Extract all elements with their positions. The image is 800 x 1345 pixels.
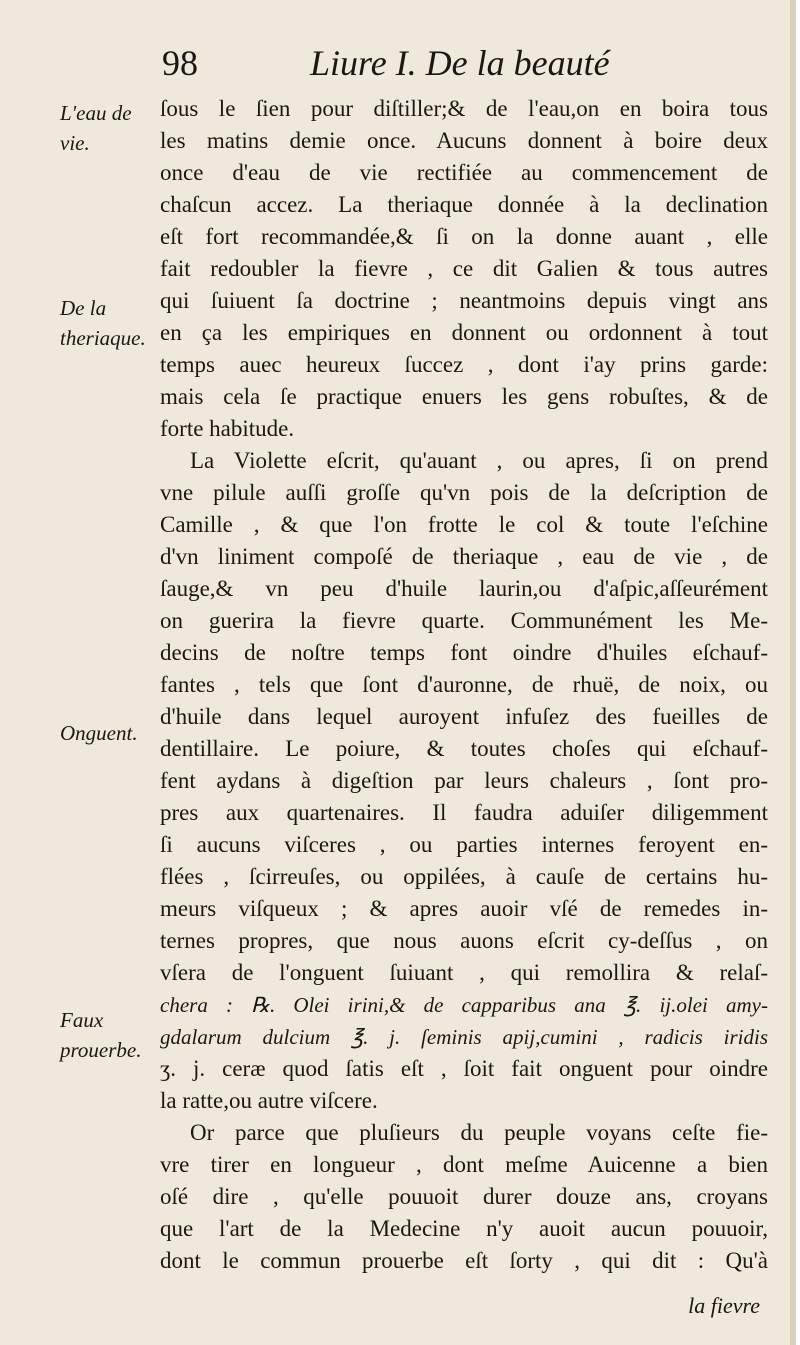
text-line: mais cela ſe practique enuers les gens robuſtes, & de: [160, 384, 768, 409]
text-line: once d'eau de vie rectifiée au commencement de: [160, 160, 768, 185]
text-line: la ratte,ou autre viſcere.: [160, 1088, 378, 1113]
text-line: que l'art de la Medecine n'y auoit aucun pouuoir,: [160, 1216, 768, 1241]
text-line: decins de noſtre temps font oindre d'huiles eſchauf-: [160, 640, 768, 665]
text-line: meurs viſqueux ; & apres auoir vſé de remedes in-: [160, 896, 768, 921]
text-line: les matins demie once. Aucuns donnent à boire deux: [160, 128, 768, 153]
text-line: flées , ſcirreuſes, ou oppilées, à cauſe de certains hu-: [160, 864, 768, 889]
text-line: temps auec heureux ſuccez , dont i'ay prins garde:: [160, 352, 768, 377]
margin-note-theriaque: De la theriaque.: [60, 296, 146, 350]
text-line: dentillaire. Le poiure, & toutes choſes qui eſchauf-: [160, 736, 768, 761]
text-line: d'vn liniment compoſé de theriaque , eau de vie , de: [160, 544, 768, 569]
text-line: vſera de l'onguent ſuiuant , qui remollira & relaſ-: [160, 960, 768, 985]
text-line: on guerira la fievre quarte. Communément les Me-: [160, 608, 768, 633]
text-line: fent aydans à digeſtion par leurs chaleurs , ſont pro-: [160, 768, 768, 793]
text-line: eſt fort recommandée,& ſi on la donne auant , elle: [160, 224, 768, 249]
text-line: fait redoubler la fievre , ce dit Galien & tous autres: [160, 256, 768, 281]
body-text: [160, 93, 768, 1277]
text-line: chera : ℞. Olei irini,& de capparibus ana ℥. ij.olei amy-: [160, 993, 768, 1017]
text-line: forte habitude.: [160, 416, 295, 441]
text-line: fantes , tels que ſont d'auronne, de rhuë, de noix, ou: [160, 672, 768, 697]
text-line: qui ſuiuent ſa doctrine ; neantmoins depuis vingt ans: [160, 288, 768, 313]
text-line: en ça les empiriques en donnent ou ordonnent à tout: [160, 320, 768, 345]
text-line: La Violette eſcrit, qu'auant , ou apres, ſi on prend: [190, 448, 768, 473]
text-line: dont le commun prouerbe eſt ſorty , qui dit : Qu'à: [160, 1248, 768, 1273]
text-line: gdalarum dulcium ℥. j. ſeminis apij,cumini , radicis iridis: [160, 1025, 768, 1049]
margin-note-faux-prouerbe: Faux prouerbe.: [60, 1008, 142, 1062]
text-line: ſous le ſien pour diſtiller;& de l'eau,on en boira tous: [160, 96, 768, 121]
text-line: pres aux quartenaires. Il faudra aduiſer diligemment: [160, 800, 768, 825]
text-line: Camille , & que l'on frotte le col & toute l'eſchine: [160, 512, 768, 537]
running-title: Liure I. De la beauté: [310, 43, 610, 83]
text-line: ternes propres, que nous auons eſcrit cy-deſſus , on: [160, 928, 768, 953]
page-header: [0, 42, 790, 92]
text-line: ſi aucuns viſceres , ou parties internes feroyent en-: [160, 832, 768, 857]
text-line: vre tirer en longueur , dont meſme Auicenne a bien: [160, 1152, 768, 1177]
text-line: Or parce que pluſieurs du peuple voyans ceſte fie-: [190, 1120, 768, 1145]
catchword: la fievre: [688, 1293, 760, 1318]
text-line: chaſcun accez. La theriaque donnée à la declination: [160, 192, 768, 217]
text-line: ſauge,& vn peu d'huile laurin,ou d'aſpic,aſſeurément: [160, 576, 768, 601]
margin-note-eau-de-vie: L'eau de vie.: [60, 101, 132, 155]
text-line: oſé dire , qu'elle pouuoit durer douze ans, croyans: [160, 1184, 768, 1209]
page-number: 98: [162, 43, 198, 83]
text-line: vne pilule auſſi groſſe qu'vn pois de la deſcription de: [160, 480, 768, 505]
text-line: ʒ. j. ceræ quod ſatis eſt , ſoit fait onguent pour oindre: [160, 1056, 768, 1081]
text-line: d'huile dans lequel auroyent infuſez des fueilles de: [160, 704, 768, 729]
margin-note-onguent: Onguent.: [60, 721, 138, 745]
